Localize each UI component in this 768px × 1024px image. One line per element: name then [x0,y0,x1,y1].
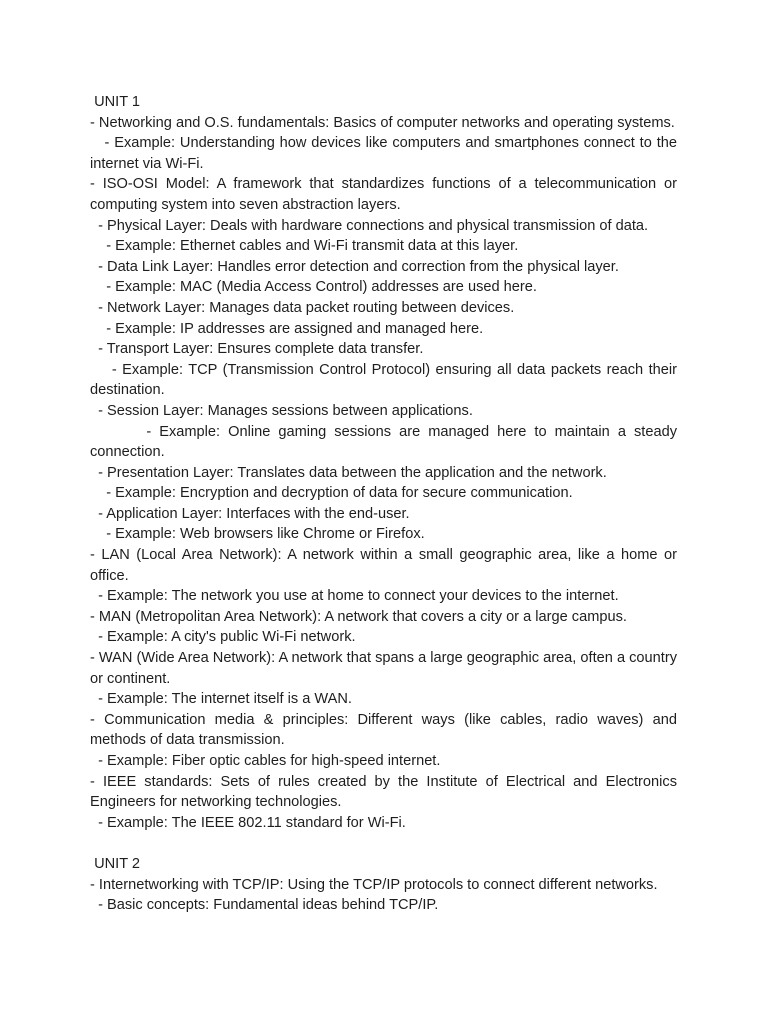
paragraph: - Basic concepts: Fundamental ideas behind TCP/IP. [90,897,439,914]
paragraph: - ISO-OSI Model: A framework that standardizes functions of a telecommunication or computing system into seven abstraction layers. [90,176,682,213]
paragraph: - LAN (Local Area Network): A network within a small geographic area, like a home or office. [90,547,682,584]
paragraph: - WAN (Wide Area Network): A network that spans a large geographic area, often a country or continent. [90,650,682,687]
paragraph: - Example: A city's public Wi-Fi network. [90,629,356,646]
paragraph: - Example: Web browsers like Chrome or Firefox. [90,526,425,543]
unit-heading: UNIT 2 [90,855,141,872]
paragraph: - Example: The internet itself is a WAN. [90,691,352,708]
paragraph: - Network Layer: Manages data packet routing between devices. [90,299,515,316]
paragraph: - Transport Layer: Ensures complete data transfer. [90,341,424,358]
paragraph: - Internetworking with TCP/IP: Using the TCP/IP protocols to connect different networks. [90,876,658,893]
paragraph: - Example: Online gaming sessions are managed here to maintain a steady connection. [90,423,682,461]
paragraph: - Data Link Layer: Handles error detection and correction from the physical layer. [90,258,619,275]
paragraph: - Example: IP addresses are assigned and managed here. [90,320,484,337]
paragraph: - MAN (Metropolitan Area Network): A network that covers a city or a large campus. [90,608,627,625]
paragraph: - Example: Ethernet cables and Wi-Fi transmit data at this layer. [90,238,519,255]
paragraph: - Session Layer: Manages sessions between applications. [90,402,473,419]
paragraph: - Networking and O.S. fundamentals: Basics of computer networks and operating systems. [90,114,675,131]
document-page [90,92,682,916]
paragraph: - IEEE standards: Sets of rules created by the Institute of Electrical and Electronics Engineers for networking technologies. [90,773,682,811]
unit-heading: UNIT 1 [90,94,141,110]
paragraph: - Example: The network you use at home to connect your devices to the internet. [90,588,619,605]
paragraph: - Example: TCP (Transmission Control Protocol) ensuring all data packets reach their destination. [90,361,682,399]
paragraph: - Example: MAC (Media Access Control) addresses are used here. [90,279,537,296]
paragraph: - Communication media & principles: Different ways (like cables, radio waves) and methods of data transmission. [90,711,682,749]
blank-line [90,833,677,854]
paragraph: - Example: Understanding how devices like computers and smartphones connect to the internet via Wi-Fi. [90,135,682,172]
paragraph: - Presentation Layer: Translates data between the application and the network. [90,464,607,481]
paragraph: - Example: Encryption and decryption of data for secure communication. [90,485,573,502]
paragraph: - Example: The IEEE 802.11 standard for Wi-Fi. [90,814,406,831]
paragraph: - Application Layer: Interfaces with the end-user. [90,505,410,522]
paragraph: - Example: Fiber optic cables for high-speed internet. [90,753,441,769]
paragraph: - Physical Layer: Deals with hardware connections and physical transmission of data. [90,217,649,234]
